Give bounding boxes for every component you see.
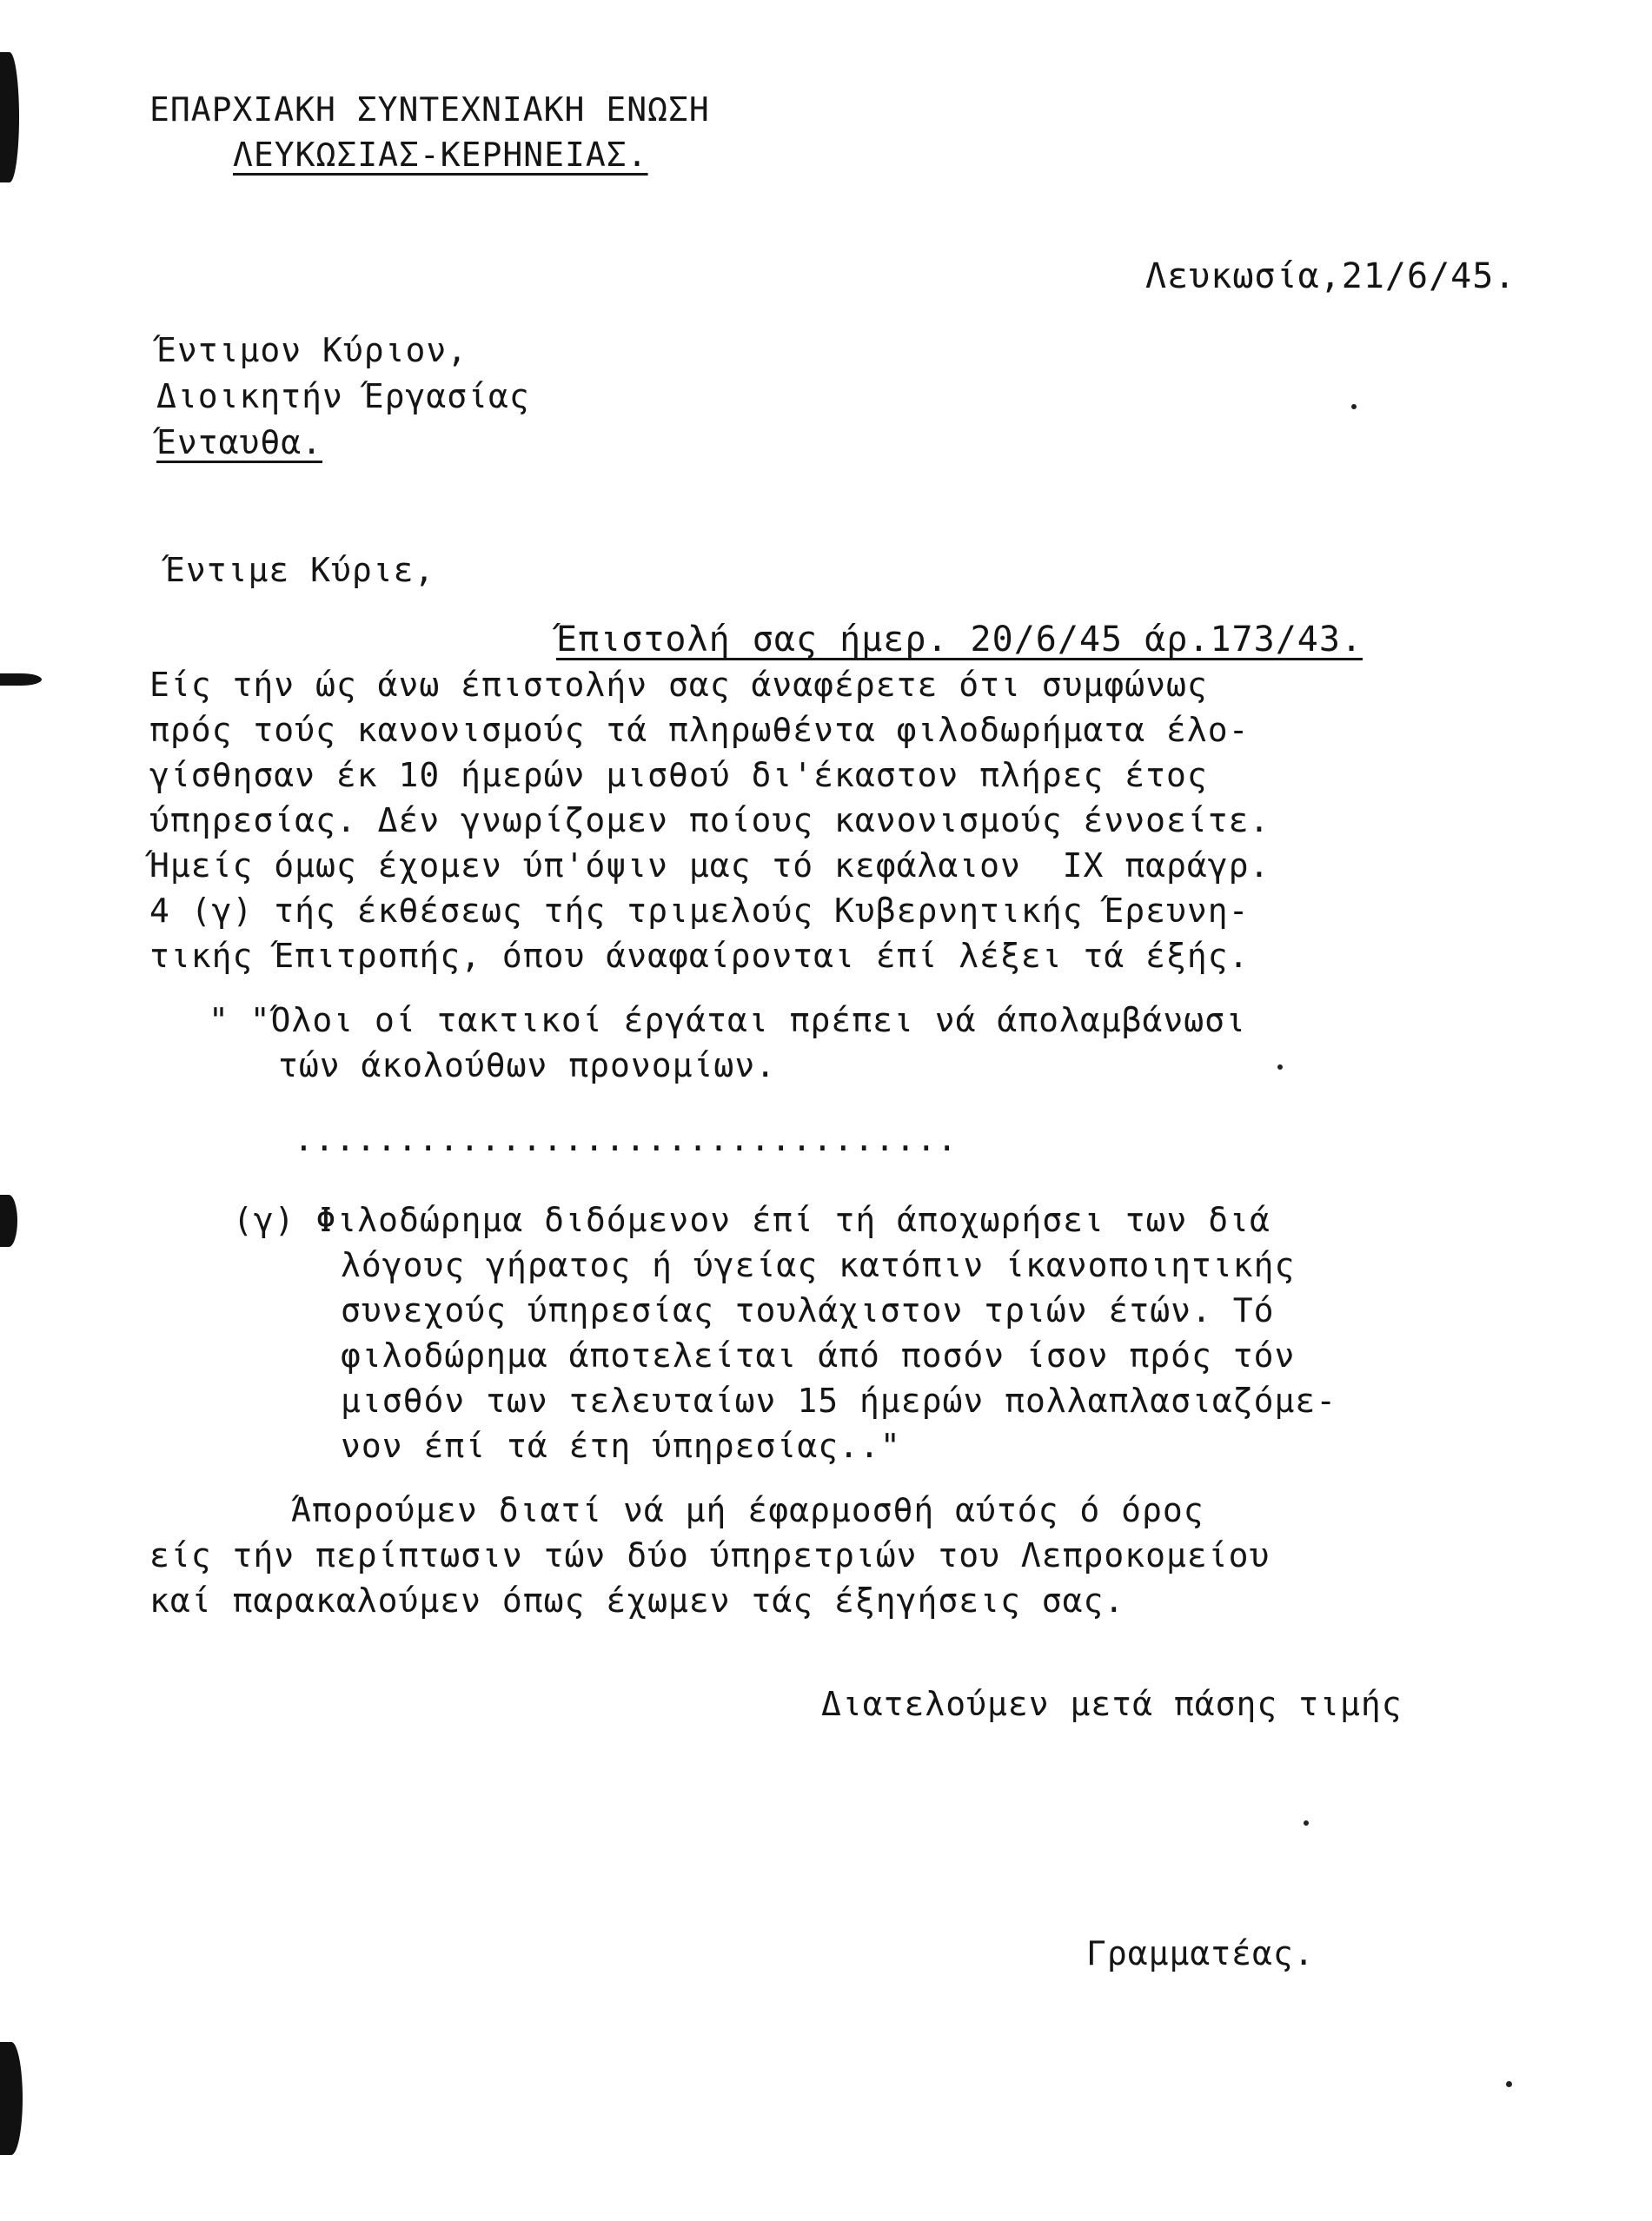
quote-line: " "Όλοι οί τακτικοί έργάται πρέπει νά άπολαμβάνωσι	[209, 1001, 1246, 1039]
scan-mark-left3	[0, 2042, 23, 2155]
org-name-line2: ΛΕΥΚΩΣΙΑΣ-ΚΕΡΗΝΕΙΑΣ.	[233, 136, 648, 174]
signature-title: Γραμματέας.	[1086, 1934, 1315, 1972]
quote-item-line: μισθόν των τελευταίων 15 ήμερών πολλαπλασιαζόμε-	[341, 1382, 1337, 1420]
scan-mark-left2	[0, 1195, 17, 1247]
scan-mark-top	[0, 52, 19, 182]
paragraph-line: 4 (γ) τής έκθέσεως τής τριμελούς Κυβερνητικής Έρευνη-	[149, 892, 1250, 930]
speck	[1351, 404, 1357, 409]
speck	[1304, 1820, 1309, 1826]
paragraph-line: γίσθησαν έκ 10 ήμερών μισθού δι'έκαστον πλήρες έτος	[149, 756, 1208, 794]
paragraph-line: Άπορούμεν διατί νά μή έφαρμοσθή αύτός ό όρος	[291, 1491, 1204, 1529]
recipient-line2: Διοικητήν Έργασίας	[156, 377, 530, 415]
paragraph-line: είς τήν περίπτωσιν τών δύο ύπηρετριών του Λεπροκομείου	[149, 1536, 1271, 1575]
letter-date: Λευκωσία,21/6/45.	[1145, 256, 1516, 296]
speck	[1506, 2081, 1512, 2087]
paragraph-line: Ήμείς όμως έχομεν ύπ'όψιν μας τό κεφάλαιον IX παράγρ.	[149, 846, 1271, 885]
quote-line: τών άκολούθων προνομίων.	[278, 1046, 777, 1084]
salutation: Έντιμε Κύριε,	[165, 551, 435, 589]
reference-line: Έπιστολή σας ήμερ. 20/6/45 άρ.173/43.	[556, 620, 1363, 660]
quote-item-line: συνεχούς ύπηρεσίας τουλάχιστον τριών έτών. Τό	[341, 1291, 1275, 1329]
recipient-line1: Έντιμον Κύριον,	[156, 331, 468, 369]
paragraph-line: πρός τούς κανονισμούς τά πληρωθέντα φιλοδωρήματα έλο-	[149, 711, 1250, 749]
org-name-line1: ΕΠΑΡΧΙΑΚΗ ΣΥΝΤΕΧΝΙΑΚΗ ΕΝΩΣΗ	[149, 90, 710, 129]
speck	[1277, 1064, 1283, 1070]
ellipsis-dots: ................................	[294, 1120, 959, 1158]
paragraph-line: τικής Έπιτροπής, όπου άναφαίρονται έπί λέξει τά έξής.	[149, 937, 1250, 975]
quote-item-line: νον έπί τά έτη ύπηρεσίας.."	[341, 1427, 901, 1465]
paragraph-line: ύπηρεσίας. Δέν γνωρίζομεν ποίους κανονισμούς έννοείτε.	[149, 801, 1271, 839]
recipient-line3: Ένταυθα.	[156, 423, 323, 461]
quote-item-line: φιλοδώρημα άποτελείται άπό ποσόν ίσον πρός τόν	[341, 1336, 1296, 1375]
paragraph-line: Είς τήν ώς άνω έπιστολήν σας άναφέρετε ότι συμφώνως	[149, 666, 1208, 704]
paragraph-line: καί παρακαλούμεν όπως έχωμεν τάς έξηγήσεις σας.	[149, 1581, 1125, 1620]
quote-item-line: (γ) Φιλοδώρημα διδόμενον έπί τή άποχωρήσει των διά	[233, 1201, 1271, 1239]
quote-item-line: λόγους γήρατος ή ύγείας κατόπιν ίκανοποιητικής	[341, 1246, 1296, 1284]
scan-mark-left1	[0, 673, 42, 686]
closing-line: Διατελούμεν μετά πάσης τιμής	[821, 1685, 1403, 1723]
